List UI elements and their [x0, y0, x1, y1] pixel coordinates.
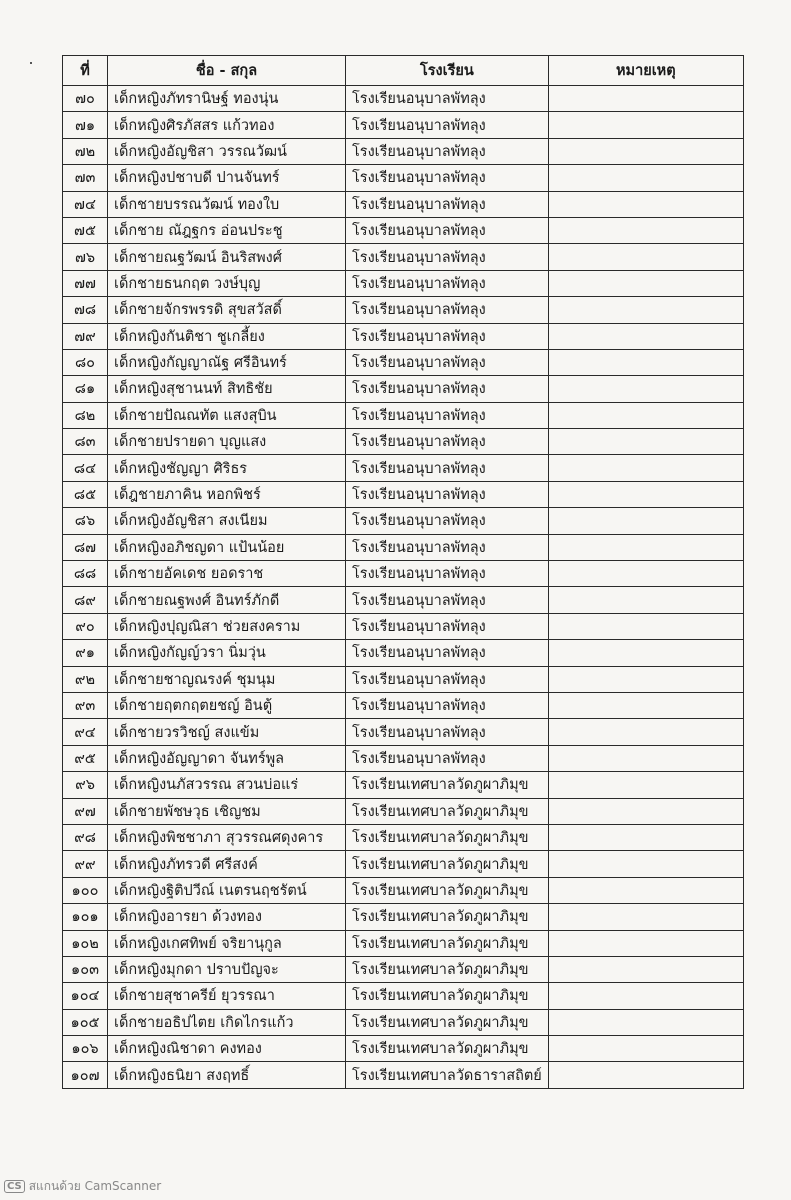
row-number: ๙๖: [63, 772, 108, 798]
header-school: โรงเรียน: [346, 56, 549, 86]
table-row: [63, 191, 744, 217]
row-number: ๘๐: [63, 349, 108, 375]
remarks-cell: [548, 508, 743, 534]
remarks-cell: [548, 798, 743, 824]
remarks-cell: [548, 481, 743, 507]
school-name: โรงเรียนเทศบาลวัดภูผาภิมุข: [346, 1036, 549, 1062]
school-name: โรงเรียนอนุบาลพัทลุง: [346, 402, 549, 428]
row-number: ๘๔: [63, 455, 108, 481]
student-name: เด็กชายปัณณทัต แสงสุบิน: [108, 402, 346, 428]
remarks-cell: [548, 930, 743, 956]
school-name: โรงเรียนอนุบาลพัทลุง: [346, 587, 549, 613]
school-name: โรงเรียนอนุบาลพัทลุง: [346, 508, 549, 534]
school-name: โรงเรียนอนุบาลพัทลุง: [346, 534, 549, 560]
row-number: ๙๔: [63, 719, 108, 745]
student-name: เด็กหญิงกัญญ์วรา นิ่มวุ่น: [108, 640, 346, 666]
remarks-cell: [548, 666, 743, 692]
student-name: เด็กชายสุชาครีย์ ยุวรรณา: [108, 983, 346, 1009]
school-name: โรงเรียนเทศบาลวัดภูผาภิมุข: [346, 824, 549, 850]
row-number: ๘๓: [63, 429, 108, 455]
row-number: ๘๗: [63, 534, 108, 560]
table-row: [63, 534, 744, 560]
row-number: ๗๘: [63, 297, 108, 323]
remarks-cell: [548, 719, 743, 745]
student-name: เด็กหญิงเกศทิพย์ จริยานุกูล: [108, 930, 346, 956]
school-name: โรงเรียนอนุบาลพัทลุง: [346, 561, 549, 587]
remarks-cell: [548, 86, 743, 112]
table-row: [63, 1009, 744, 1035]
remarks-cell: [548, 587, 743, 613]
school-name: โรงเรียนเทศบาลวัดธาราสถิตย์: [346, 1062, 549, 1088]
remarks-cell: [548, 297, 743, 323]
row-number: ๙๘: [63, 824, 108, 850]
student-name: เด็กหญิงกัญญาณัฐ ศรีอินทร์: [108, 349, 346, 375]
student-name: เด็กชายอัคเดช ยอดราช: [108, 561, 346, 587]
student-name: เด็กหญิงชัญญา ศิริธร: [108, 455, 346, 481]
student-name: เด็กชาย ณัฎฐกร อ่อนประชู: [108, 217, 346, 243]
remarks-cell: [548, 904, 743, 930]
table-row: [63, 1036, 744, 1062]
row-number: ๙๒: [63, 666, 108, 692]
school-name: โรงเรียนอนุบาลพัทลุง: [346, 244, 549, 270]
student-name: เด็กชายบรรณวัฒน์ ทองใบ: [108, 191, 346, 217]
table-row: [63, 904, 744, 930]
table-row: [63, 666, 744, 692]
school-name: โรงเรียนอนุบาลพัทลุง: [346, 191, 549, 217]
table-row: [63, 297, 744, 323]
school-name: โรงเรียนเทศบาลวัดภูผาภิมุข: [346, 877, 549, 903]
scan-speck: [30, 62, 32, 64]
remarks-cell: [548, 745, 743, 771]
header-number: ที่: [63, 56, 108, 86]
remarks-cell: [548, 534, 743, 560]
student-name: เด็กชายวรวิชญ์ สงแข้ม: [108, 719, 346, 745]
remarks-cell: [548, 983, 743, 1009]
remarks-cell: [548, 561, 743, 587]
table-row: [63, 217, 744, 243]
header-name: ชื่อ - สกุล: [108, 56, 346, 86]
table-row: [63, 561, 744, 587]
table-body: [63, 86, 744, 1089]
remarks-cell: [548, 112, 743, 138]
table-row: [63, 402, 744, 428]
remarks-cell: [548, 191, 743, 217]
row-number: ๙๗: [63, 798, 108, 824]
school-name: โรงเรียนเทศบาลวัดภูผาภิมุข: [346, 930, 549, 956]
student-name: เด็กหญิงอัญญาดา จันทร์พูล: [108, 745, 346, 771]
remarks-cell: [548, 165, 743, 191]
row-number: ๙๓: [63, 692, 108, 718]
student-name: เด็กหญิงภัทรานิษฐ์ ทองนุ่น: [108, 86, 346, 112]
school-name: โรงเรียนอนุบาลพัทลุง: [346, 297, 549, 323]
student-name: เด็กหญิงปุญณิสา ช่วยสงคราม: [108, 613, 346, 639]
row-number: ๗๐: [63, 86, 108, 112]
school-name: โรงเรียนอนุบาลพัทลุง: [346, 217, 549, 243]
camscanner-logo-icon: CS: [4, 1180, 25, 1193]
student-name: เด็กหญิงนภัสวรรณ สวนบ่อแร่: [108, 772, 346, 798]
student-name: เด็ฎชายภาคิน หอกพิชร์: [108, 481, 346, 507]
student-name: เด็กชายณฐวัฒน์ อินริสพงศ์: [108, 244, 346, 270]
school-name: โรงเรียนอนุบาลพัทลุง: [346, 481, 549, 507]
table-row: [63, 587, 744, 613]
table-row: [63, 798, 744, 824]
row-number: ๙๙: [63, 851, 108, 877]
header-row: [63, 56, 744, 86]
school-name: โรงเรียนอนุบาลพัทลุง: [346, 719, 549, 745]
remarks-cell: [548, 1009, 743, 1035]
student-name: เด็กหญิงปชาบดี ปานจันทร์: [108, 165, 346, 191]
remarks-cell: [548, 1062, 743, 1088]
student-name: เด็กชายพัชษวุธ เชิญชม: [108, 798, 346, 824]
school-name: โรงเรียนอนุบาลพัทลุง: [346, 349, 549, 375]
remarks-cell: [548, 613, 743, 639]
table-row: [63, 86, 744, 112]
school-name: โรงเรียนเทศบาลวัดภูผาภิมุข: [346, 1009, 549, 1035]
student-table: [62, 55, 744, 1089]
table-row: [63, 138, 744, 164]
student-name: เด็กหญิงกันติชา ชูเกลี้ยง: [108, 323, 346, 349]
student-name: เด็กหญิงศิรภัสสร แก้วทอง: [108, 112, 346, 138]
row-number: ๙๕: [63, 745, 108, 771]
row-number: ๘๖: [63, 508, 108, 534]
table-row: [63, 640, 744, 666]
table-row: [63, 613, 744, 639]
school-name: โรงเรียนอนุบาลพัทลุง: [346, 138, 549, 164]
school-name: โรงเรียนเทศบาลวัดภูผาภิมุข: [346, 798, 549, 824]
table-row: [63, 719, 744, 745]
row-number: ๘๑: [63, 376, 108, 402]
table-row: [63, 877, 744, 903]
student-name: เด็กหญิงพิชชาภา สุวรรณศดุงคาร: [108, 824, 346, 850]
student-name: เด็กหญิงณิชาดา คงทอง: [108, 1036, 346, 1062]
school-name: โรงเรียนอนุบาลพัทลุง: [346, 640, 549, 666]
row-number: ๗๓: [63, 165, 108, 191]
row-number: ๑๐๐: [63, 877, 108, 903]
school-name: โรงเรียนอนุบาลพัทลุง: [346, 270, 549, 296]
table-row: [63, 349, 744, 375]
row-number: ๑๐๒: [63, 930, 108, 956]
remarks-cell: [548, 877, 743, 903]
school-name: โรงเรียนอนุบาลพัทลุง: [346, 745, 549, 771]
camscanner-footer: [4, 1177, 161, 1196]
header-remarks: หมายเหตุ: [548, 56, 743, 86]
remarks-cell: [548, 270, 743, 296]
school-name: โรงเรียนอนุบาลพัทลุง: [346, 429, 549, 455]
school-name: โรงเรียนอนุบาลพัทลุง: [346, 165, 549, 191]
school-name: โรงเรียนอนุบาลพัทลุง: [346, 666, 549, 692]
table-row: [63, 983, 744, 1009]
table-row: [63, 851, 744, 877]
remarks-cell: [548, 692, 743, 718]
row-number: ๙๑: [63, 640, 108, 666]
row-number: ๘๘: [63, 561, 108, 587]
school-name: โรงเรียนอนุบาลพัทลุง: [346, 692, 549, 718]
remarks-cell: [548, 376, 743, 402]
school-name: โรงเรียนเทศบาลวัดภูผาภิมุข: [346, 956, 549, 982]
table-row: [63, 244, 744, 270]
row-number: ๑๐๑: [63, 904, 108, 930]
remarks-cell: [548, 772, 743, 798]
student-name: เด็กชายฤตกฤตยชญ์ อินตู้: [108, 692, 346, 718]
school-name: โรงเรียนอนุบาลพัทลุง: [346, 112, 549, 138]
table-row: [63, 112, 744, 138]
row-number: ๑๐๗: [63, 1062, 108, 1088]
row-number: ๗๒: [63, 138, 108, 164]
student-name: เด็กชายจักรพรรดิ สุขสวัสดิ์: [108, 297, 346, 323]
student-name: เด็กชายอธิปไตย เกิดไกรแก้ว: [108, 1009, 346, 1035]
row-number: ๘๙: [63, 587, 108, 613]
table-row: [63, 692, 744, 718]
row-number: ๗๖: [63, 244, 108, 270]
remarks-cell: [548, 640, 743, 666]
school-name: โรงเรียนเทศบาลวัดภูผาภิมุข: [346, 904, 549, 930]
row-number: ๗๙: [63, 323, 108, 349]
table-row: [63, 508, 744, 534]
table-row: [63, 481, 744, 507]
table-row: [63, 745, 744, 771]
student-name: เด็กหญิงฐิติปวีณ์ เนตรนฤชรัตน์: [108, 877, 346, 903]
remarks-cell: [548, 217, 743, 243]
remarks-cell: [548, 402, 743, 428]
school-name: โรงเรียนอนุบาลพัทลุง: [346, 323, 549, 349]
row-number: ๘๕: [63, 481, 108, 507]
remarks-cell: [548, 138, 743, 164]
table-row: [63, 376, 744, 402]
remarks-cell: [548, 455, 743, 481]
table-row: [63, 323, 744, 349]
row-number: ๑๐๕: [63, 1009, 108, 1035]
table-row: [63, 429, 744, 455]
student-name: เด็กชายชาญณรงค์ ชุมนุม: [108, 666, 346, 692]
row-number: ๙๐: [63, 613, 108, 639]
table-row: [63, 165, 744, 191]
remarks-cell: [548, 851, 743, 877]
table-row: [63, 930, 744, 956]
row-number: ๑๐๓: [63, 956, 108, 982]
remarks-cell: [548, 956, 743, 982]
remarks-cell: [548, 1036, 743, 1062]
row-number: ๘๒: [63, 402, 108, 428]
row-number: ๗๕: [63, 217, 108, 243]
table-row: [63, 455, 744, 481]
school-name: โรงเรียนอนุบาลพัทลุง: [346, 455, 549, 481]
student-name: เด็กหญิงธนิยา สงฤทธิ์: [108, 1062, 346, 1088]
student-name: เด็กหญิงอารยา ด้วงทอง: [108, 904, 346, 930]
remarks-cell: [548, 349, 743, 375]
remarks-cell: [548, 429, 743, 455]
school-name: โรงเรียนอนุบาลพัทลุง: [346, 613, 549, 639]
table-row: [63, 772, 744, 798]
camscanner-text: สแกนด้วย CamScanner: [28, 1179, 162, 1193]
remarks-cell: [548, 244, 743, 270]
student-name: เด็กหญิงอัญชิสา สงเนียม: [108, 508, 346, 534]
student-name: เด็กชายณฐพงศ์ อินทร์ภักดี: [108, 587, 346, 613]
row-number: ๑๐๔: [63, 983, 108, 1009]
student-name: เด็กหญิงอภิชญดา แป้นน้อย: [108, 534, 346, 560]
row-number: ๗๑: [63, 112, 108, 138]
row-number: ๗๔: [63, 191, 108, 217]
row-number: ๗๗: [63, 270, 108, 296]
remarks-cell: [548, 323, 743, 349]
school-name: โรงเรียนอนุบาลพัทลุง: [346, 376, 549, 402]
table-row: [63, 824, 744, 850]
student-name: เด็กชายปรายดา บุญแสง: [108, 429, 346, 455]
table-row: [63, 270, 744, 296]
school-name: โรงเรียนเทศบาลวัดภูผาภิมุข: [346, 851, 549, 877]
student-name: เด็กชายธนกฤต วงษ์บุญ: [108, 270, 346, 296]
row-number: ๑๐๖: [63, 1036, 108, 1062]
student-name: เด็กหญิงสุชานนท์ สิทธิชัย: [108, 376, 346, 402]
table-row: [63, 1062, 744, 1088]
student-name: เด็กหญิงมุกดา ปราบปัญจะ: [108, 956, 346, 982]
school-name: โรงเรียนเทศบาลวัดภูผาภิมุข: [346, 983, 549, 1009]
student-name: เด็กหญิงภัทรวดี ศรีสงค์: [108, 851, 346, 877]
table-row: [63, 956, 744, 982]
school-name: โรงเรียนอนุบาลพัทลุง: [346, 86, 549, 112]
school-name: โรงเรียนเทศบาลวัดภูผาภิมุข: [346, 772, 549, 798]
student-name: เด็กหญิงอัญชิสา วรรณวัฒน์: [108, 138, 346, 164]
remarks-cell: [548, 824, 743, 850]
